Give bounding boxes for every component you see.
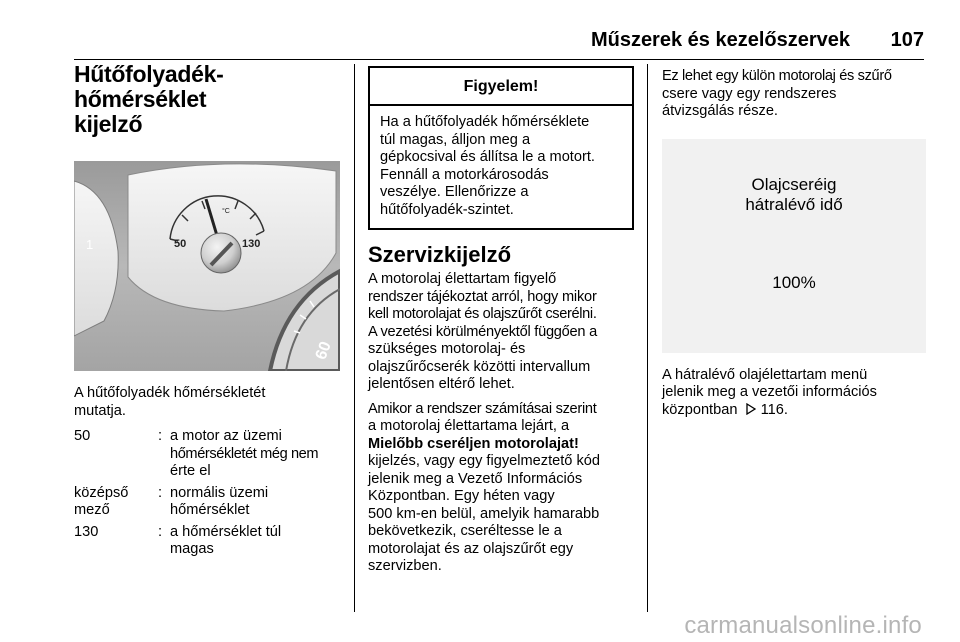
para-line: 500 km-en belül, amelyik hamarabb [368,505,600,522]
gauge-svg [74,161,340,371]
definition-desc-line: magas [170,541,214,557]
display-title-line: Olajcseréig [751,174,837,194]
gauge-caption [74,385,340,420]
watermark: carmanualsonline.info [684,612,922,639]
definition-term: 130 [74,523,99,540]
para-line: szükséges motorolaj- és [368,341,526,357]
definition-desc-line: a hőmérséklet túl [170,523,282,540]
warning-line: hűtőfolyadék-szintet. [380,201,514,218]
caption-line: mutatja. [74,402,126,419]
definition-colon: : [158,523,163,540]
para-line: A hátralévő olajélettartam menü [662,366,868,383]
warning-line: gépkocsival és állítsa le a motort. [380,149,595,165]
coolant-gauge-illustration [74,161,340,371]
warning-title: Figyelem! [370,68,632,106]
definition-desc [170,428,340,481]
para-line: kijelzés, vagy egy figyelmeztető kód [368,453,600,469]
definition-desc [170,485,340,520]
column-divider-1 [354,64,355,612]
warning-line: veszélye. Ellenőrizze a [380,184,529,200]
para-line: A motorolaj élettartam figyelő [368,271,557,287]
service-para-2 [368,401,634,576]
column-3 [662,68,926,420]
oil-life-value: 100% [772,272,816,292]
definition-desc-line: a motor az üzemi [170,428,282,444]
gauge-unit-label: °C [222,208,230,215]
para-line: jelentősen eltérő lehet. [368,376,515,392]
warning-line: túl magas, álljon meg a [380,131,531,148]
definition-term-line: középső [74,484,129,501]
para-line [662,402,926,421]
gauge-label-low: 50 [174,238,187,250]
para-line: a motorolaj élettartama lejárt, a [368,418,570,434]
page-ref-triangle-icon[interactable] [746,403,756,421]
section-title: Műszerek és kezelőszervek [590,29,850,51]
para-line: szervizben. [368,558,442,574]
definition-colon: : [158,428,163,444]
ref-page-number[interactable]: 116. [756,401,788,418]
para-line: bekövetkezik, cseréltesse le a [368,523,562,539]
definition-desc-line: normális üzemi [170,484,269,501]
caption-line: A hűtőfolyadék hőmérsékletét [74,385,266,401]
page-header [0,22,960,52]
adjacent-dial-digit: 1 [86,237,94,252]
definition-desc-line: hőmérsékletét még nem [170,445,319,462]
coolant-heading-line: kijelző [74,111,143,137]
definition-colon: : [158,484,163,501]
para-line: Központban. Egy héten vagy [368,488,555,504]
para-line: Amikor a rendszer számításai szerint [368,400,597,417]
column-2 [368,66,634,576]
gauge-label-high: 130 [242,238,261,250]
column-1 [74,62,340,563]
service-para-1 [368,271,634,394]
para-line: jelenik meg a Vezető Információs [368,470,583,487]
outro-para [662,367,926,421]
warning-body [370,106,632,228]
para-line: olajszűrőcserék közötti intervallum [368,358,591,375]
ref-prefix: központban [662,401,738,418]
warning-line: Fennáll a motorkárosodás [380,166,549,183]
column-divider-2 [647,64,648,612]
coolant-heading [74,62,340,137]
display-title [662,175,926,215]
para-line: kell motorolajat és olajszűrőt cserélni. [368,306,597,322]
definition-list [74,428,340,559]
oil-change-message: Mielőbb cseréljen motorolajat! [368,435,579,452]
service-heading: Szervizkijelző [368,242,512,267]
definition-desc [170,524,340,559]
para-line: átvizsgálás része. [662,103,778,119]
para-line: rendszer tájékoztat arról, hogy mikor [368,288,597,305]
definition-row [74,524,340,559]
para-line: csere vagy egy rendszeres [662,85,837,102]
definition-desc-line: hőmérséklet [170,502,250,518]
warning-box [368,66,634,230]
para-line: Ez lehet egy külön motorolaj és szűrő [662,68,892,84]
definition-desc-line: érte el [170,463,211,479]
coolant-heading-line: Hűtőfolyadék-hőmérséklet [74,61,224,112]
warning-line: Ha a hűtőfolyadék hőmérséklete [380,114,590,130]
display-title-line: hátralévő idő [745,194,843,214]
intro-para [662,68,926,121]
para-line: jelenik meg a vezetői információs [662,384,877,400]
para-line: A vezetési körülményektől függően a [368,323,597,340]
definition-term-line: mező [74,502,110,518]
definition-term [74,485,158,520]
definition-term: 50 [74,428,91,444]
definition-row [74,428,340,481]
definition-row [74,485,340,520]
speedometer-digit: 60 [312,339,335,362]
oil-life-display [662,139,926,353]
page-number: 107 [890,29,924,51]
para-line: motorolajat és az olajszűrőt egy [368,540,574,557]
header-rule [74,59,924,60]
